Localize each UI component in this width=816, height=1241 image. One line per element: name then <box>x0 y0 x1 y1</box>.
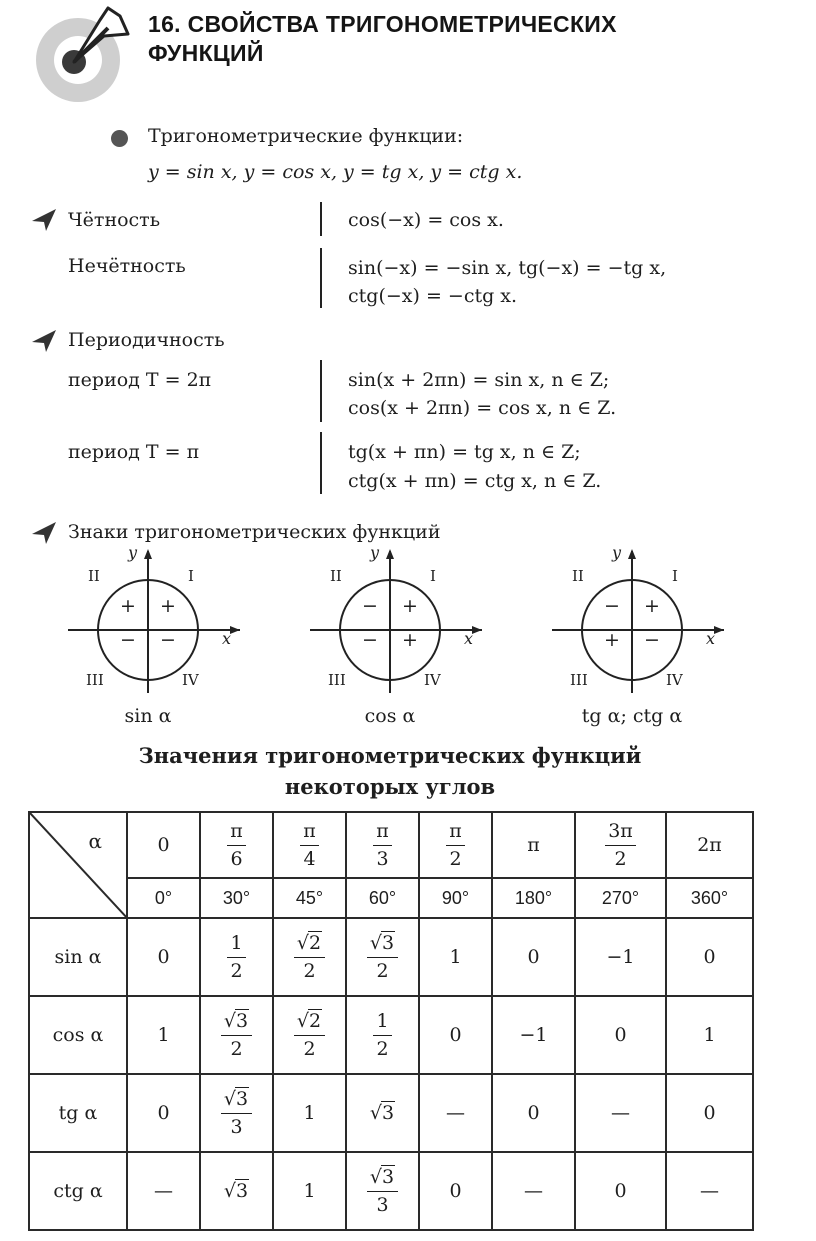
degree-header-cell: 360° <box>666 878 753 918</box>
value-cell: 1 <box>419 918 492 996</box>
radian-header-cell <box>575 812 666 878</box>
table-row <box>29 1152 753 1230</box>
degree-header-cell: 270° <box>575 878 666 918</box>
odd-formula-line1: sin(−x) = −sin x, tg(−x) = −tg x, <box>348 257 667 279</box>
quadrant-label-ii: II <box>88 567 100 585</box>
axis-y-label: y <box>128 543 138 562</box>
period2-line1: tg(x + πn) = tg x, n ∈ Z; <box>348 441 581 463</box>
table-title-line2: некоторых углов <box>284 774 496 799</box>
period2-label: период T = π <box>68 441 200 463</box>
diagram-caption: sin α <box>124 705 172 727</box>
section-logo-icon <box>28 6 132 110</box>
arrow-bullet-icon <box>30 520 58 546</box>
quadrant-label-iv: IV <box>666 671 683 689</box>
fraction: $\frac{√2}{2}$ <box>294 933 325 982</box>
value-cell <box>200 996 273 1074</box>
arrow-bullet-icon <box>30 207 58 233</box>
quadrant-label-ii: II <box>330 567 342 585</box>
table-row <box>29 1074 753 1152</box>
quadrant-label-iv: IV <box>424 671 441 689</box>
odd-label: Нечётность <box>68 255 186 277</box>
axis-x-label: x <box>706 629 716 648</box>
quadrant-label-i: I <box>672 567 678 585</box>
divider <box>320 432 322 494</box>
axis-y-label: y <box>370 543 380 562</box>
fraction: $\frac{√3}{2}$ <box>367 933 398 982</box>
sign-q4: − <box>644 629 660 651</box>
degree-header-cell: 180° <box>492 878 575 918</box>
value-cell: — <box>492 1152 575 1230</box>
value-cell: 0 <box>127 1074 200 1152</box>
radian-header-cell <box>419 812 492 878</box>
radian-header-cell <box>346 812 419 878</box>
sqrt: √3 <box>369 931 395 954</box>
period1-label: период T = 2π <box>68 369 212 391</box>
value-cell: 1 <box>127 996 200 1074</box>
quadrant-label-i: I <box>430 567 436 585</box>
period1-line2: cos(x + 2πn) = cos x, n ∈ Z. <box>348 397 617 419</box>
value-cell: 0 <box>666 918 753 996</box>
radian-header-cell: π <box>492 812 575 878</box>
value-cell <box>200 1074 273 1152</box>
page-title-line1: 16. СВОЙСТВА ТРИГОНОМЕТРИЧЕСКИХ <box>148 11 617 37</box>
value-cell: 0 <box>666 1074 753 1152</box>
quadrant-label-i: I <box>188 567 194 585</box>
value-cell <box>273 918 346 996</box>
value-cell <box>346 1074 419 1152</box>
fraction: $\frac{√3}{3}$ <box>367 1167 398 1216</box>
value-cell: 0 <box>492 918 575 996</box>
diagram-caption: cos α <box>364 705 416 727</box>
radian-header-cell <box>200 812 273 878</box>
divider <box>320 202 322 236</box>
fraction: $\frac{\pi}{3}$ <box>373 821 392 870</box>
value-cell: — <box>127 1152 200 1230</box>
sqrt: √3 <box>369 1165 395 1188</box>
value-cell: — <box>419 1074 492 1152</box>
fraction: $\frac{1}{2}$ <box>227 933 245 982</box>
degree-header-cell: 90° <box>419 878 492 918</box>
intro-functions: y = sin x, y = cos x, y = tg x, y = ctg x. <box>148 161 523 183</box>
arrow-bullet-icon <box>30 328 58 354</box>
sign-q1: + <box>402 595 418 617</box>
value-cell: — <box>666 1152 753 1230</box>
value-cell <box>346 918 419 996</box>
sqrt: √3 <box>223 1180 249 1202</box>
value-cell: 1 <box>666 996 753 1074</box>
value-cell <box>200 918 273 996</box>
quadrant-label-iii: III <box>570 671 588 689</box>
sqrt: √3 <box>223 1009 249 1032</box>
fraction: $\frac{√3}{3}$ <box>221 1089 252 1138</box>
table-row <box>29 918 753 996</box>
value-cell: −1 <box>492 996 575 1074</box>
fraction: $\frac{\pi}{2}$ <box>446 821 465 870</box>
degree-header-cell: 0° <box>127 878 200 918</box>
sqrt: √3 <box>369 1102 395 1124</box>
divider <box>320 360 322 422</box>
value-cell: — <box>575 1074 666 1152</box>
fraction: $\frac{√2}{2}$ <box>294 1011 325 1060</box>
signs-heading: Знаки тригонометрических функций <box>68 521 441 543</box>
even-formula: cos(−x) = cos x. <box>348 209 504 231</box>
diagram-caption: tg α; ctg α <box>581 705 683 727</box>
table-title-line1: Значения тригонометрических функций <box>138 743 642 768</box>
fraction: $\frac{\pi}{6}$ <box>227 821 246 870</box>
fraction: $\frac{√3}{2}$ <box>221 1011 252 1060</box>
table-row <box>29 996 753 1074</box>
sign-q2: − <box>362 595 378 617</box>
sign-q4: − <box>160 629 176 651</box>
value-cell <box>346 996 419 1074</box>
value-cell <box>273 996 346 1074</box>
quadrant-label-iii: III <box>86 671 104 689</box>
page-title-line2: ФУНКЦИЙ <box>148 40 264 66</box>
fraction: $\frac{\pi}{4}$ <box>300 821 319 870</box>
radian-header-cell: 2π <box>666 812 753 878</box>
row-label-cell: ctg α <box>29 1152 127 1230</box>
axis-x-label: x <box>222 629 232 648</box>
sign-q1: + <box>644 595 660 617</box>
axis-y-label: y <box>612 543 622 562</box>
value-cell: 0 <box>575 1152 666 1230</box>
value-cell <box>200 1152 273 1230</box>
period1-line1: sin(x + 2πn) = sin x, n ∈ Z; <box>348 369 610 391</box>
value-cell <box>346 1152 419 1230</box>
quadrant-label-iv: IV <box>182 671 199 689</box>
value-cell: 0 <box>492 1074 575 1152</box>
sign-q2: − <box>604 595 620 617</box>
sign-q4: + <box>402 629 418 651</box>
row-label-cell: sin α <box>29 918 127 996</box>
quadrant-label-ii: II <box>572 567 584 585</box>
value-cell: 0 <box>419 1152 492 1230</box>
bullet-icon <box>111 130 128 147</box>
divider <box>320 248 322 308</box>
even-label: Чётность <box>68 209 161 231</box>
page-title <box>148 10 617 68</box>
sqrt: √2 <box>296 931 322 954</box>
value-cell: 1 <box>273 1152 346 1230</box>
value-cell: 0 <box>575 996 666 1074</box>
fraction: $\frac{3\pi}{2}$ <box>605 821 636 870</box>
period2-line2: ctg(x + πn) = ctg x, n ∈ Z. <box>348 470 602 492</box>
radian-header-cell <box>273 812 346 878</box>
intro-heading: Тригонометрические функции: <box>148 125 464 147</box>
value-cell: −1 <box>575 918 666 996</box>
alpha-label: α <box>88 829 102 853</box>
sqrt: √2 <box>296 1009 322 1032</box>
odd-formula-line2: ctg(−x) = −ctg x. <box>348 285 518 307</box>
periodicity-heading: Периодичность <box>68 329 225 351</box>
values-table <box>28 811 754 1231</box>
quadrant-label-iii: III <box>328 671 346 689</box>
value-cell: 0 <box>127 918 200 996</box>
sign-q1: + <box>160 595 176 617</box>
degree-header-cell: 60° <box>346 878 419 918</box>
radian-header-cell: 0 <box>127 812 200 878</box>
degree-header-cell: 30° <box>200 878 273 918</box>
table-corner-cell <box>29 812 127 918</box>
fraction: $\frac{1}{2}$ <box>373 1011 391 1060</box>
value-cell: 1 <box>273 1074 346 1152</box>
value-cell: 0 <box>419 996 492 1074</box>
row-label-cell: tg α <box>29 1074 127 1152</box>
row-label-cell: cos α <box>29 996 127 1074</box>
sign-q2: + <box>120 595 136 617</box>
sqrt: √3 <box>223 1087 249 1110</box>
sign-q3: − <box>362 629 378 651</box>
sign-q3: − <box>120 629 136 651</box>
sign-q3: + <box>604 629 620 651</box>
axis-x-label: x <box>464 629 474 648</box>
degree-header-cell: 45° <box>273 878 346 918</box>
